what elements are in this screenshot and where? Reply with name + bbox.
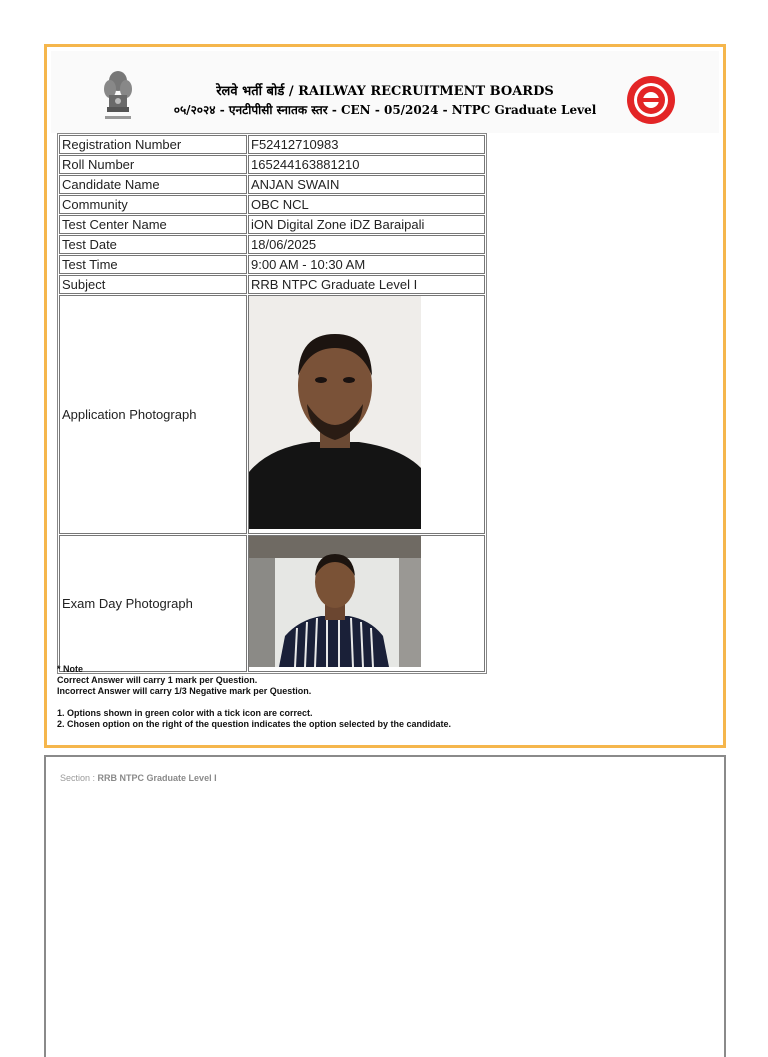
- section-card: [44, 755, 726, 1057]
- roll-number-value: 165244163881210: [248, 155, 485, 174]
- application-photo-label: Application Photograph: [59, 295, 247, 534]
- table-row: [59, 215, 485, 234]
- subject-label: Subject: [59, 275, 247, 294]
- header-title-line1: रेलवे भर्ती बोर्ड / RAILWAY RECRUITMENT BOARDS: [216, 84, 554, 99]
- exam-day-photo: [249, 536, 421, 667]
- table-row: [59, 155, 485, 174]
- table-row: [59, 275, 485, 294]
- candidate-name-label: Candidate Name: [59, 175, 247, 194]
- test-date-value: 18/06/2025: [248, 235, 485, 254]
- section-heading: [60, 773, 217, 783]
- test-time-label: Test Time: [59, 255, 247, 274]
- table-row: [59, 135, 485, 154]
- section-name: RRB NTPC Graduate Level I: [97, 773, 217, 783]
- note-line: Incorrect Answer will carry 1/3 Negative mark per Question.: [57, 686, 312, 696]
- test-center-label: Test Center Name: [59, 215, 247, 234]
- section-label: Section :: [60, 773, 96, 783]
- table-row: [59, 255, 485, 274]
- header-title-line2: ०५/२०२४ - एनटीपीसी स्नातक स्तर - CEN - 05/2024 - NTPC Graduate Level: [173, 103, 597, 117]
- scorecard-header: [51, 51, 719, 133]
- application-photo: [249, 296, 421, 529]
- community-label: Community: [59, 195, 247, 214]
- candidate-name-value: ANJAN SWAIN: [248, 175, 485, 194]
- candidate-details-table: [57, 133, 487, 674]
- exam-day-photo-label: Exam Day Photograph: [59, 535, 247, 672]
- table-row: [59, 295, 485, 534]
- community-value: OBC NCL: [248, 195, 485, 214]
- note-block: [57, 664, 451, 730]
- exam-day-photo-cell: [248, 535, 485, 672]
- note-line: Correct Answer will carry 1 mark per Question.: [57, 675, 258, 685]
- registration-number-label: Registration Number: [59, 135, 247, 154]
- application-photo-cell: [248, 295, 485, 534]
- test-date-label: Test Date: [59, 235, 247, 254]
- table-row: [59, 535, 485, 672]
- registration-number-value: F52412710983: [248, 135, 485, 154]
- table-row: [59, 175, 485, 194]
- note-spacer: [57, 697, 451, 708]
- subject-value: RRB NTPC Graduate Level I: [248, 275, 485, 294]
- note-title: * Note: [57, 664, 84, 674]
- scorecard-card: [44, 44, 726, 748]
- indian-railways-logo-icon: [626, 75, 676, 125]
- test-center-value: iON Digital Zone iDZ Baraipali: [248, 215, 485, 234]
- table-row: [59, 235, 485, 254]
- roll-number-label: Roll Number: [59, 155, 247, 174]
- test-time-value: 9:00 AM - 10:30 AM: [248, 255, 485, 274]
- note-line: 1. Options shown in green color with a tick icon are correct.: [57, 708, 313, 718]
- note-line: 2. Chosen option on the right of the question indicates the option selected by the candidate.: [57, 719, 452, 729]
- table-row: [59, 195, 485, 214]
